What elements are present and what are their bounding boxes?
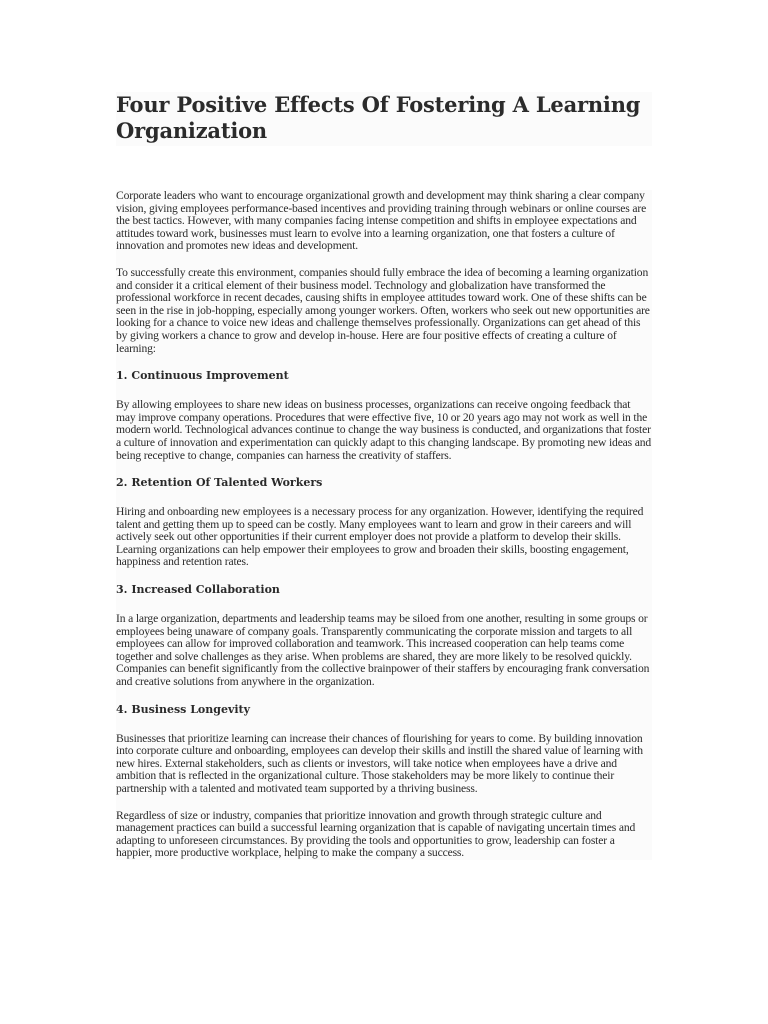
section-body-4: Businesses that prioritize learning can increase their chances of flourishing for years to come. By building innovation into corporate culture and onboarding, employees can develop their skills and instill the shared value of learning with new hires. External stakeholders, such as clients or investors, will take notice when employees have a drive and ambition that is reflected in the organizational culture. Those stakeholders may be more likely to continue their partnership with a talented and motivated team supported by a thriving business. bbox=[116, 731, 643, 795]
title-block bbox=[116, 92, 652, 146]
intro-paragraph-2: To successfully create this environment, companies should fully embrace the idea of becoming a learning organization and consider it a critical element of their business model. Technology and globalization have transformed the professional workforce in recent decades, causing shifts in employee attitudes toward work. One of these shifts can be seen in the rise in job-hopping, especially among younger workers. Often, workers who seek out new opportunities are looking for a chance to voice new ideas and challenge themselves professionally. Organizations can get ahead of this by giving workers a chance to grow and develop in-house. Here are four positive effects of creating a culture of learning: bbox=[116, 265, 650, 355]
section-body-3: In a large organization, departments and leadership teams may be siloed from one another, resulting in some groups or employees being unaware of company goals. Transparently communicating the corporate mission and targets to all employees can allow for improved collaboration and teamwork. This increased cooperation can help teams come together and solve challenges as they arise. When problems are shared, they are more likely to be resolved quickly. Companies can benefit significantly from the collective brainpower of their staffers by encouraging frank conversation and creative solutions from anywhere in the organization. bbox=[116, 612, 650, 689]
article-body bbox=[116, 190, 652, 860]
document-page bbox=[116, 92, 652, 874]
section-heading-3: 3. Increased Collaboration bbox=[116, 583, 280, 597]
section-heading-2: 2. Retention Of Talented Workers bbox=[116, 476, 323, 490]
intro-paragraph-1: Corporate leaders who want to encourage organizational growth and development may think sharing a clear company vision, giving employees performance-based incentives and providing training through webinars or online courses are the best tactics. However, with many companies facing intense competition and shifts in employee expectations and attitudes toward work, businesses must learn to evolve into a learning organization, one that fosters a culture of innovation and promotes new ideas and development. bbox=[116, 189, 647, 253]
section-body-2: Hiring and onboarding new employees is a necessary process for any organization. However, identifying the required talent and getting them up to speed can be costly. Many employees want to learn and grow in their careers and will actively seek out other opportunities if their current employer does not provide a platform to develop their skills. Learning organizations can help empower their employees to grow and broaden their skills, boosting engagement, happiness and retention rates. bbox=[116, 505, 644, 569]
section-heading-1: 1. Continuous Improvement bbox=[116, 369, 289, 383]
section-body-1: By allowing employees to share new ideas on business processes, organizations can receive ongoing feedback that may improve company operations. Procedures that were effective five, 10 or 20 years ago may not work as well in the modern world. Technological advances continue to change the way business is conducted, and organizations that foster a culture of innovation and experimentation can quickly adapt to this changing landscape. By promoting new ideas and being receptive to change, companies can harness the creativity of staffers. bbox=[116, 398, 652, 462]
section-heading-4: 4. Business Longevity bbox=[116, 702, 250, 716]
conclusion-paragraph: Regardless of size or industry, companies that prioritize innovation and growth through strategic culture and management practices can build a successful learning organization that is capable of navigating uncertain times and adapting to unforeseen circumstances. By providing the tools and opportunities to grow, leadership can foster a happier, more productive workplace, helping to make the company a success. bbox=[116, 808, 636, 860]
article-title: Four Positive Effects Of Fostering A Learning Organization bbox=[116, 92, 641, 143]
